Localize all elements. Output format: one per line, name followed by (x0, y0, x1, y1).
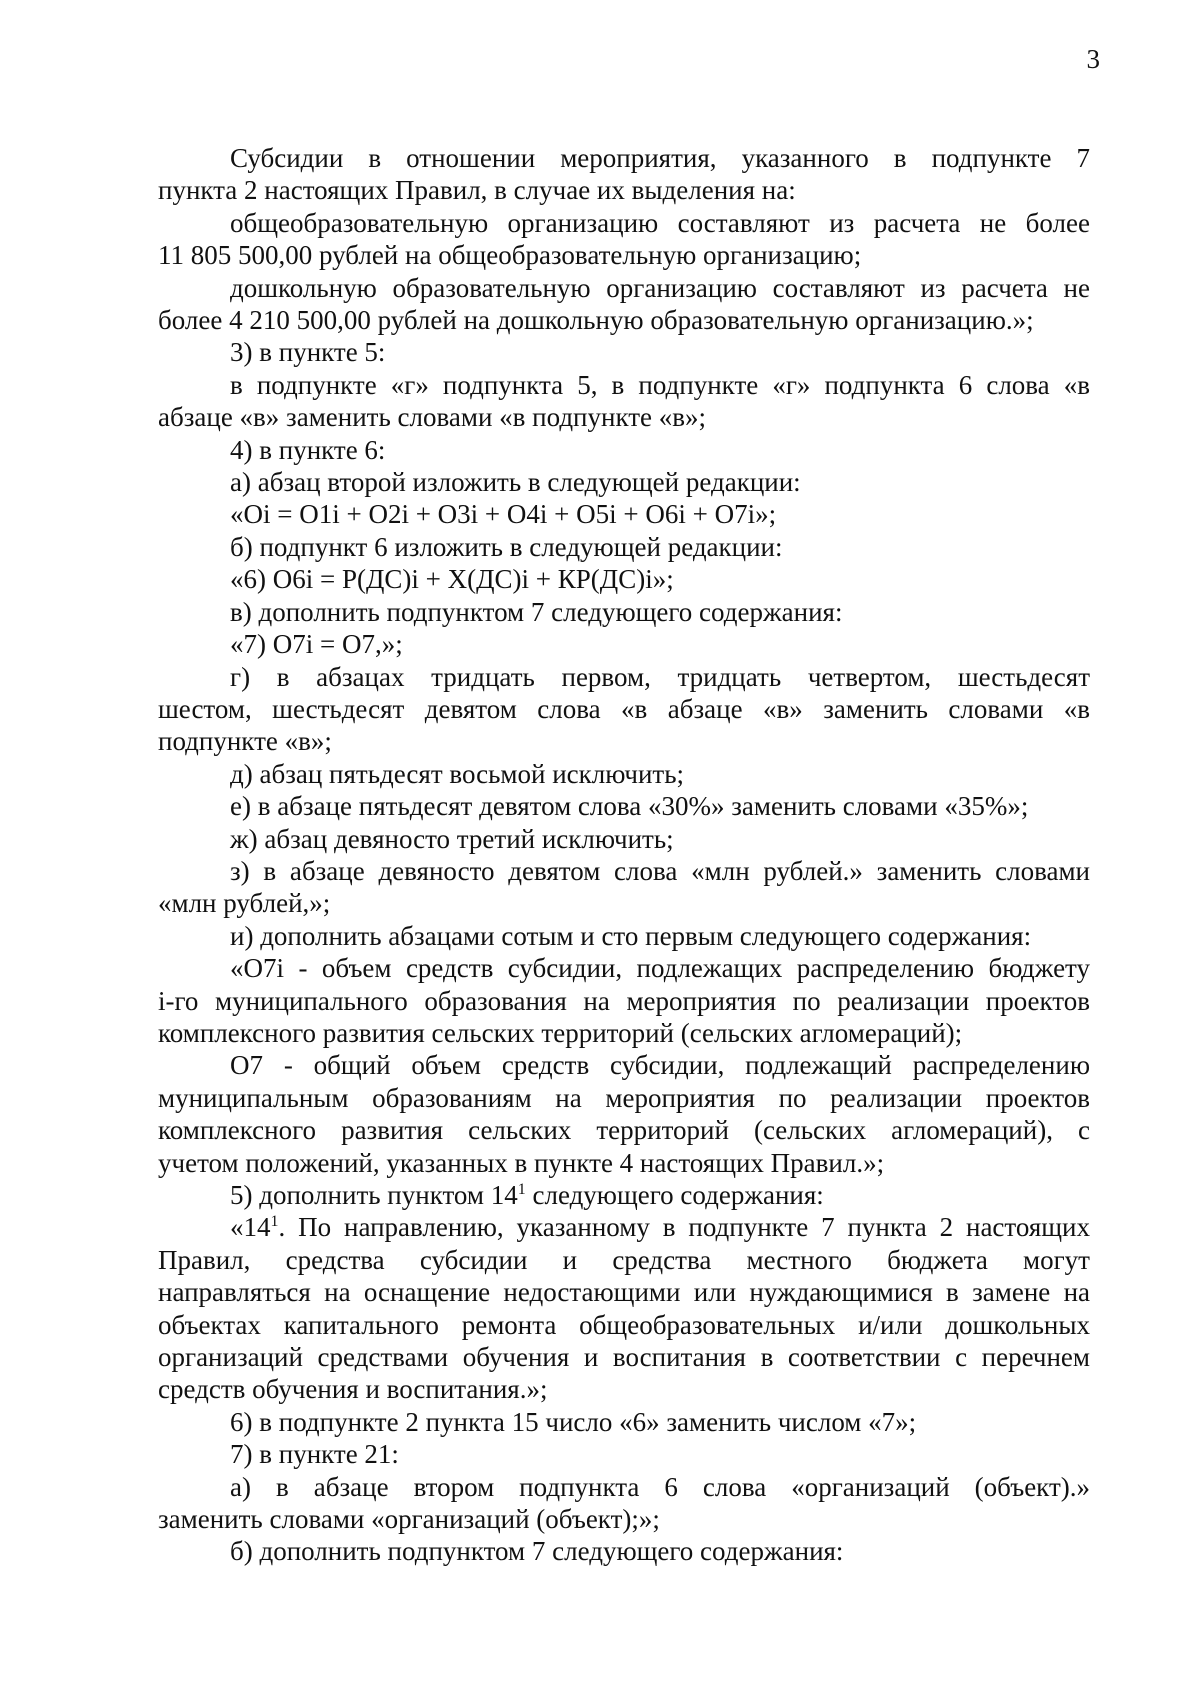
formula-oi (158, 498, 1090, 530)
paragraph-item-7b (158, 1535, 1090, 1567)
paragraph-item-3 (158, 336, 1090, 368)
text-line (158, 1179, 1090, 1211)
text-line: ж) абзац девяносто третий исключить; (230, 823, 674, 854)
text-line: организаций средствами обучения и воспитания в соответствии с перечнем (158, 1342, 1090, 1373)
text-line: 6) в подпункте 2 пункта 15 число «6» заменить числом «7»; (230, 1406, 917, 1437)
paragraph-item-6 (158, 1406, 1090, 1438)
text-line: пункта 2 настоящих Правил, в случае их выделения на: (158, 175, 796, 206)
paragraph-item-4e (158, 790, 1090, 822)
paragraph-item-4 (158, 434, 1090, 466)
text-line: «О7i - объем средств субсидии, подлежащих распределению бюджету (230, 953, 1090, 984)
paragraph-item-4a (158, 466, 1090, 498)
text-line: в) дополнить подпунктом 7 следующего содержания: (230, 596, 843, 627)
text-line: учетом положений, указанных в пункте 4 настоящих Правил.»; (158, 1147, 885, 1178)
text-line: объектах капитального ремонта общеобразовательных и/или дошкольных (158, 1309, 1090, 1340)
text-line: подпункте «в»; (158, 726, 332, 757)
text-line: а) в абзаце втором подпункта 6 слова «организаций (объект).» (230, 1471, 1090, 1502)
text-line: б) дополнить подпунктом 7 следующего содержания: (230, 1536, 844, 1567)
text-line: Правил, средства субсидии и средства местного бюджета могут (158, 1244, 1090, 1275)
text-line: Субсидии в отношении мероприятия, указанного в подпункте 7 (230, 143, 1090, 173)
text-line: е) в абзаце пятьдесят девятом слова «30%» заменить словами «35%»; (230, 791, 1029, 822)
text-line: «6) О6i = Р(ДС)i + Х(ДС)i + КР(ДС)i»; (230, 564, 674, 595)
paragraph-item-4b (158, 531, 1090, 563)
text-line: б) подпункт 6 изложить в следующей редакции: (230, 531, 783, 562)
paragraph-item-4z (158, 855, 1090, 920)
paragraph-general-school (158, 207, 1090, 272)
paragraph-item-4d (158, 758, 1090, 790)
paragraph-o7i-definition (158, 952, 1090, 1049)
text-line: заменить словами «организаций (объект);»; (158, 1504, 660, 1535)
text-line: «Оi = О1i + О2i + О3i + О4i + О5i + О6i + О7i»; (230, 499, 777, 530)
text-fragment: 5) дополнить пунктом 14 (230, 1180, 518, 1210)
text-line: 11 805 500,00 рублей на общеобразовательную организацию; (158, 240, 862, 271)
paragraph-item-4v (158, 596, 1090, 628)
text-line: общеобразовательную организацию составляют из расчета не более (230, 207, 1090, 238)
text-fragment: следующего содержания: (525, 1180, 824, 1210)
formula-o7i (158, 628, 1090, 660)
text-line: направляться на оснащение недостающими или нуждающимися в замене на (158, 1277, 1090, 1308)
paragraph-item-4i (158, 920, 1090, 952)
text-line: комплексного развития сельских территорий (сельских агломераций), с (158, 1115, 1090, 1146)
text-line: 4) в пункте 6: (230, 434, 386, 465)
paragraph-item-4g (158, 661, 1090, 758)
text-line: а) абзац второй изложить в следующей редакции: (230, 467, 801, 498)
page-number: 3 (1086, 44, 1100, 74)
document-body (158, 142, 1090, 1568)
text-line: 3) в пункте 5: (230, 337, 386, 368)
text-line: д) абзац пятьдесят восьмой исключить; (230, 758, 685, 789)
text-line: и) дополнить абзацами сотым и сто первым следующего содержания: (230, 920, 1032, 951)
text-line: дошкольную образовательную организацию составляют из расчета не (230, 272, 1090, 303)
paragraph-preschool (158, 272, 1090, 337)
text-line: в подпункте «г» подпункта 5, в подпункте «г» подпункта 6 слова «в (230, 369, 1090, 400)
superscript: 1 (517, 1181, 526, 1198)
text-fragment: . По направлению, указанному в подпункте 7 пункта 2 настоящих (278, 1212, 1090, 1243)
text-fragment: «14 (230, 1212, 271, 1243)
text-line (158, 1211, 1090, 1243)
paragraph-subsidies (158, 142, 1090, 207)
text-line: более 4 210 500,00 рублей на дошкольную образовательную организацию.»; (158, 305, 1034, 336)
text-line: шестом, шестьдесят девятом слова «в абзаце «в» заменить словами «в (158, 693, 1090, 724)
paragraph-point-14-1 (158, 1211, 1090, 1405)
paragraph-item-7a (158, 1471, 1090, 1536)
text-line: комплексного развития сельских территорий (сельских агломераций); (158, 1017, 963, 1048)
paragraph-item-7 (158, 1438, 1090, 1470)
paragraph-o7-definition (158, 1049, 1090, 1179)
text-line: 7) в пункте 21: (230, 1439, 399, 1470)
superscript: 1 (270, 1213, 279, 1231)
text-line: О7 - общий объем средств субсидии, подлежащий распределению (230, 1050, 1090, 1081)
paragraph-item-4zh (158, 823, 1090, 855)
text-line: г) в абзацах тридцать первом, тридцать четвертом, шестьдесят (230, 661, 1090, 692)
text-line: средств обучения и воспитания.»; (158, 1374, 548, 1405)
text-line: i-го муниципального образования на мероприятия по реализации проектов (158, 985, 1090, 1016)
text-line: «7) О7i = О7,»; (230, 629, 403, 660)
text-line: муниципальным образованиям на мероприятия по реализации проектов (158, 1082, 1090, 1113)
paragraph-item-5 (158, 1179, 1090, 1211)
text-line: абзаце «в» заменить словами «в подпункте «в»; (158, 402, 707, 433)
text-line: з) в абзаце девяносто девятом слова «млн рублей.» заменить словами (230, 855, 1090, 886)
text-line: «млн рублей,»; (158, 888, 331, 919)
formula-o6i (158, 563, 1090, 595)
paragraph-subitem-g (158, 369, 1090, 434)
